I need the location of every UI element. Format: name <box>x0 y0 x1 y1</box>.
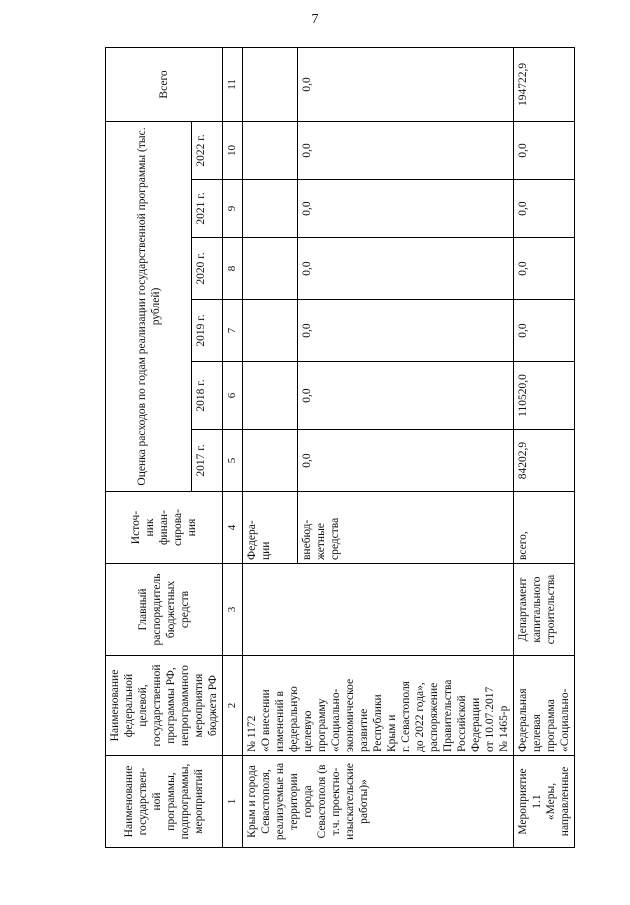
row-program-name: Крым и города Севастополя, реализуемые на территории города Севастополя (в т.ч. проектно- изыскательские работы)» <box>243 756 514 848</box>
row-value-2017 <box>243 430 298 492</box>
header-year-2021: 2021 г. <box>192 180 223 238</box>
col-number: 4 <box>223 492 243 564</box>
header-year-2018: 2018 г. <box>192 362 223 430</box>
row-value-2018: 110520,0 <box>514 362 575 430</box>
row-value-2021 <box>243 180 298 238</box>
rotated-table-wrapper <box>105 48 572 848</box>
row-funding-source: Федера- ции <box>243 492 298 564</box>
row-value-2018: 0,0 <box>298 362 514 430</box>
header-funding-source: Источ- ник финан- сирова- ния <box>106 492 223 564</box>
header-year-2020: 2020 г. <box>192 238 223 300</box>
header-program-name: Наименование государствен- ной программы, подпрограммы, мероприятий <box>106 756 223 848</box>
header-year-2019: 2019 г. <box>192 300 223 362</box>
header-federal-program: Наименование федеральной целевой, государственной программы РФ, непрограммного мероприятия бюджета РФ <box>106 656 223 756</box>
col-number: 7 <box>223 300 243 362</box>
row-value-2022: 0,0 <box>514 121 575 179</box>
row-program-name: Мероприятие 1.1 «Меры, направленные <box>514 756 575 848</box>
header-budget-manager: Главный распорядитель бюджетных средств <box>106 564 223 656</box>
header-expense-estimate: Оценка расходов по годам реализации государственной программы (тыс. рублей) <box>106 121 192 491</box>
row-budget-manager: Департамент капитального строительства <box>514 564 575 656</box>
row-value-2021: 0,0 <box>514 180 575 238</box>
row-value-2022 <box>243 121 298 179</box>
row-value-2020 <box>243 238 298 300</box>
row-federal-program: Федеральная целевая программа «Социально- <box>514 656 575 756</box>
col-number: 8 <box>223 238 243 300</box>
col-number: 6 <box>223 362 243 430</box>
row-value-total: 0,0 <box>298 47 514 121</box>
col-number: 2 <box>223 656 243 756</box>
row-federal-program: № 1172 «О внесении изменений в федеральную целевую программу «Социально- экономическое развитие Республики Крым и г. Севастополя до 2022 года», распоряжение Правительства Российской Федерации от 10.07.2017 № 1465-р <box>243 656 514 756</box>
row-value-2017: 0,0 <box>298 430 514 492</box>
header-year-2017: 2017 г. <box>192 430 223 492</box>
row-value-2019: 0,0 <box>298 300 514 362</box>
row-value-2021: 0,0 <box>298 180 514 238</box>
row-value-2022: 0,0 <box>298 121 514 179</box>
col-number: 10 <box>223 121 243 179</box>
row-value-2019: 0,0 <box>514 300 575 362</box>
col-number: 1 <box>223 756 243 848</box>
row-value-2020: 0,0 <box>514 238 575 300</box>
header-row-1 <box>106 47 192 847</box>
header-year-2022: 2022 г. <box>192 121 223 179</box>
col-number: 9 <box>223 180 243 238</box>
row-budget-manager <box>243 564 514 656</box>
row-value-2018 <box>243 362 298 430</box>
header-total: Всего <box>106 47 223 121</box>
table-row <box>514 47 575 847</box>
row-value-2017: 84202,9 <box>514 430 575 492</box>
page-number: 7 <box>311 12 319 27</box>
column-numbers-row <box>223 47 243 847</box>
table-row <box>243 47 298 847</box>
row-funding-source: всего, <box>514 492 575 564</box>
col-number: 3 <box>223 564 243 656</box>
row-value-2019 <box>243 300 298 362</box>
row-value-total <box>243 47 298 121</box>
col-number: 11 <box>223 47 243 121</box>
row-value-2020: 0,0 <box>298 238 514 300</box>
col-number: 5 <box>223 430 243 492</box>
row-value-total: 194722,9 <box>514 47 575 121</box>
row-funding-source: внебюд- жетные средства <box>298 492 514 564</box>
expenditure-table <box>105 47 575 848</box>
